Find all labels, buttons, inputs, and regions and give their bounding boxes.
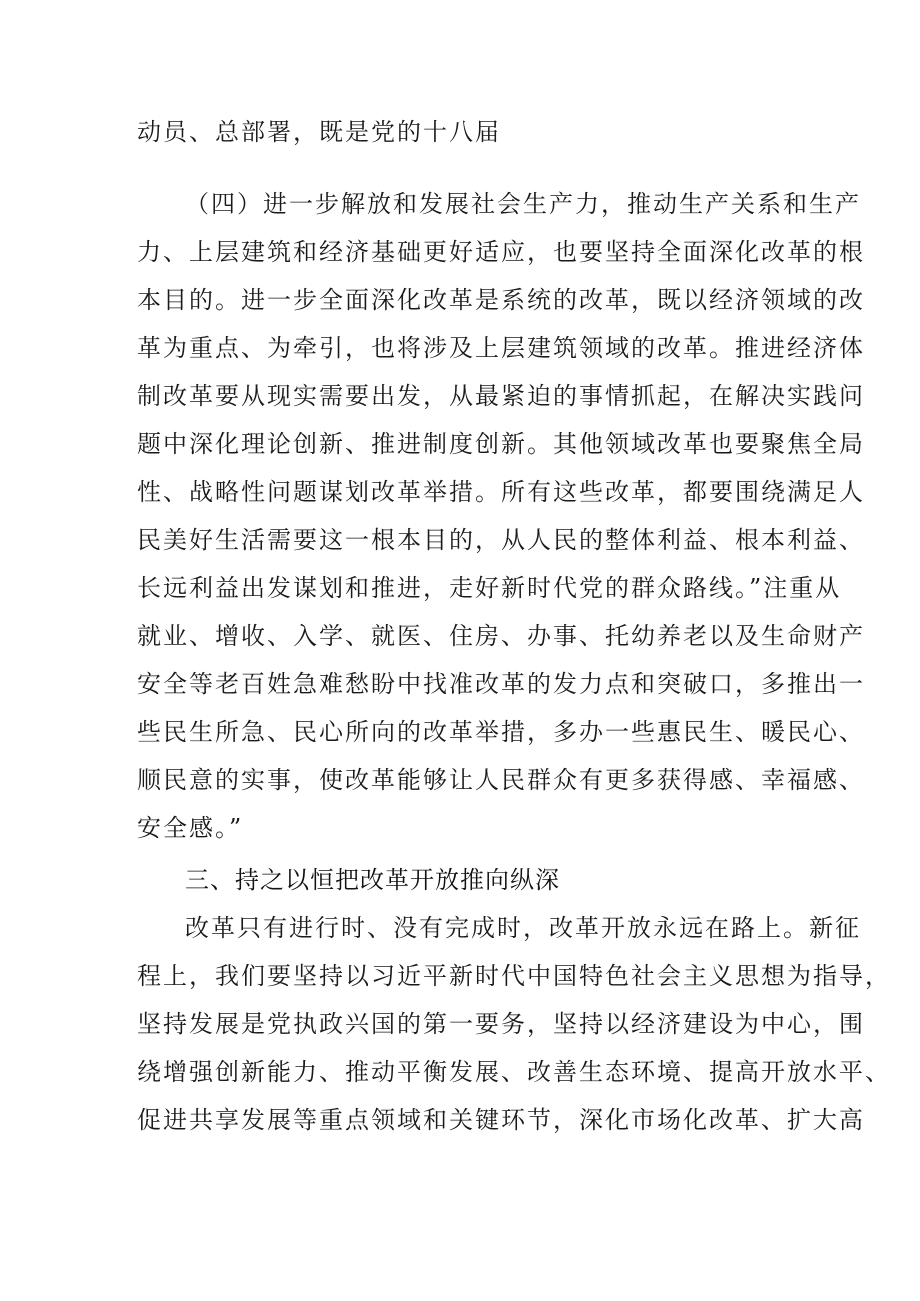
intro-line: 动员、总部署，既是党的十八届 bbox=[137, 118, 501, 146]
paragraph-line: （四）进一步解放和发展社会生产力，推动生产关系和生产 bbox=[185, 190, 861, 218]
paragraph-line: 安全等老百姓急难愁盼中找准改革的发力点和突破口，多推出一 bbox=[137, 670, 865, 698]
paragraph-line: 顺民意的实事，使改革能够让人民群众有更多获得感、幸福感、 bbox=[137, 766, 865, 794]
paragraph-line: 改革只有进行时、没有完成时，改革开放永远在路上。新征 bbox=[185, 914, 861, 942]
paragraph-line: 革为重点、为牵引，也将涉及上层建筑领域的改革。推进经济体 bbox=[137, 334, 865, 362]
paragraph-line: 安全感。” bbox=[137, 814, 244, 842]
paragraph-line: 程上，我们要坚持以习近平新时代中国特色社会主义思想为指导， bbox=[137, 962, 891, 990]
paragraph-line: 制改革要从现实需要出发，从最紧迫的事情抓起，在解决实践问 bbox=[137, 382, 865, 410]
paragraph-line: 性、战略性问题谋划改革举措。所有这些改革，都要围绕满足人 bbox=[137, 478, 865, 506]
section-3-heading: 三、持之以恒把改革开放推向纵深 bbox=[185, 866, 560, 894]
paragraph-line: 长远利益出发谋划和推进，走好新时代党的群众路线。”注重从 bbox=[137, 574, 842, 602]
paragraph-line: 就业、增收、入学、就医、住房、办事、托幼养老以及生命财产 bbox=[137, 622, 865, 650]
paragraph-line: 力、上层建筑和经济基础更好适应，也要坚持全面深化改革的根 bbox=[137, 238, 865, 266]
paragraph-line: 坚持发展是党执政兴国的第一要务，坚持以经济建设为中心，围 bbox=[137, 1010, 865, 1038]
paragraph-line: 绕增强创新能力、推动平衡发展、改善生态环境、提高开放水平、 bbox=[137, 1058, 891, 1086]
paragraph-line: 民美好生活需要这一根本目的，从人民的整体利益、根本利益、 bbox=[137, 526, 865, 554]
paragraph-line: 题中深化理论创新、推进制度创新。其他领域改革也要聚焦全局 bbox=[137, 430, 865, 458]
paragraph-line: 本目的。进一步全面深化改革是系统的改革，既以经济领域的改 bbox=[137, 286, 865, 314]
paragraph-line: 些民生所急、民心所向的改革举措，多办一些惠民生、暖民心、 bbox=[137, 718, 865, 746]
paragraph-line: 促进共享发展等重点领域和关键环节，深化市场化改革、扩大高 bbox=[137, 1106, 865, 1134]
